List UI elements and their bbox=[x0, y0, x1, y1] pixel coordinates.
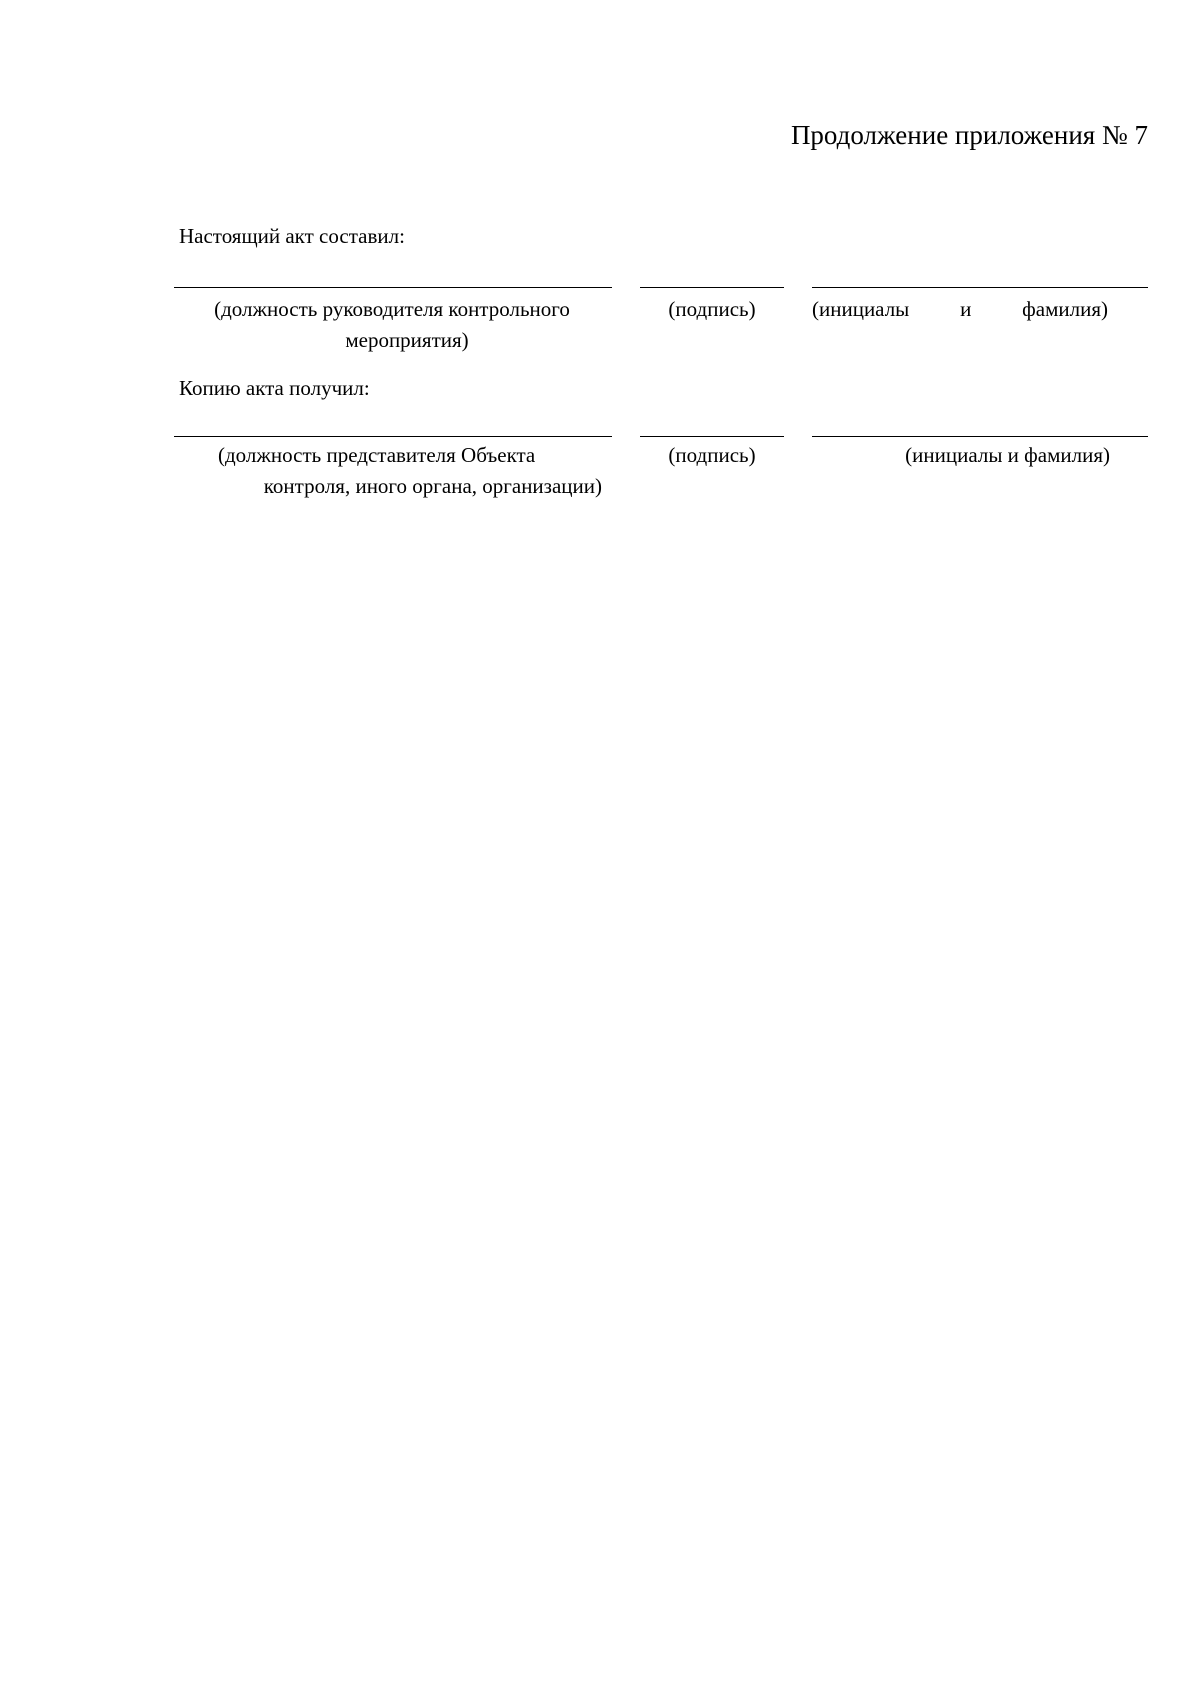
compiled-name-caption bbox=[812, 294, 1112, 325]
compiled-position-caption-line1: (должность руководителя контрольного bbox=[214, 297, 570, 321]
compiled-name-line bbox=[812, 287, 1148, 288]
received-position-caption bbox=[180, 440, 610, 502]
received-name-caption: (инициалы и фамилия) bbox=[905, 443, 1110, 467]
received-signature-caption: (подпись) bbox=[668, 443, 756, 467]
compiled-name-caption-part1: (инициалы bbox=[812, 297, 910, 321]
compiled-signature-line bbox=[640, 287, 784, 288]
compiled-name-caption-part2: и bbox=[960, 297, 972, 321]
received-position-line bbox=[174, 436, 612, 437]
received-position-caption-line2: контроля, иного органа, организации) bbox=[263, 474, 602, 498]
compiled-by-label: Настоящий акт составил: bbox=[179, 224, 405, 248]
appendix-continuation-title: Продолжение приложения № 7 bbox=[790, 120, 1148, 150]
received-position-caption-line1: (должность представителя Объекта bbox=[218, 443, 536, 467]
received-signature-line bbox=[640, 436, 784, 437]
compiled-position-caption bbox=[172, 294, 612, 356]
received-name-line bbox=[812, 436, 1148, 437]
received-by-label: Копию акта получил: bbox=[179, 376, 370, 400]
compiled-position-caption-line2: мероприятия) bbox=[345, 328, 469, 352]
compiled-position-line bbox=[174, 287, 612, 288]
compiled-name-caption-part3: фамилия) bbox=[1022, 297, 1108, 321]
compiled-signature-caption: (подпись) bbox=[668, 297, 756, 321]
